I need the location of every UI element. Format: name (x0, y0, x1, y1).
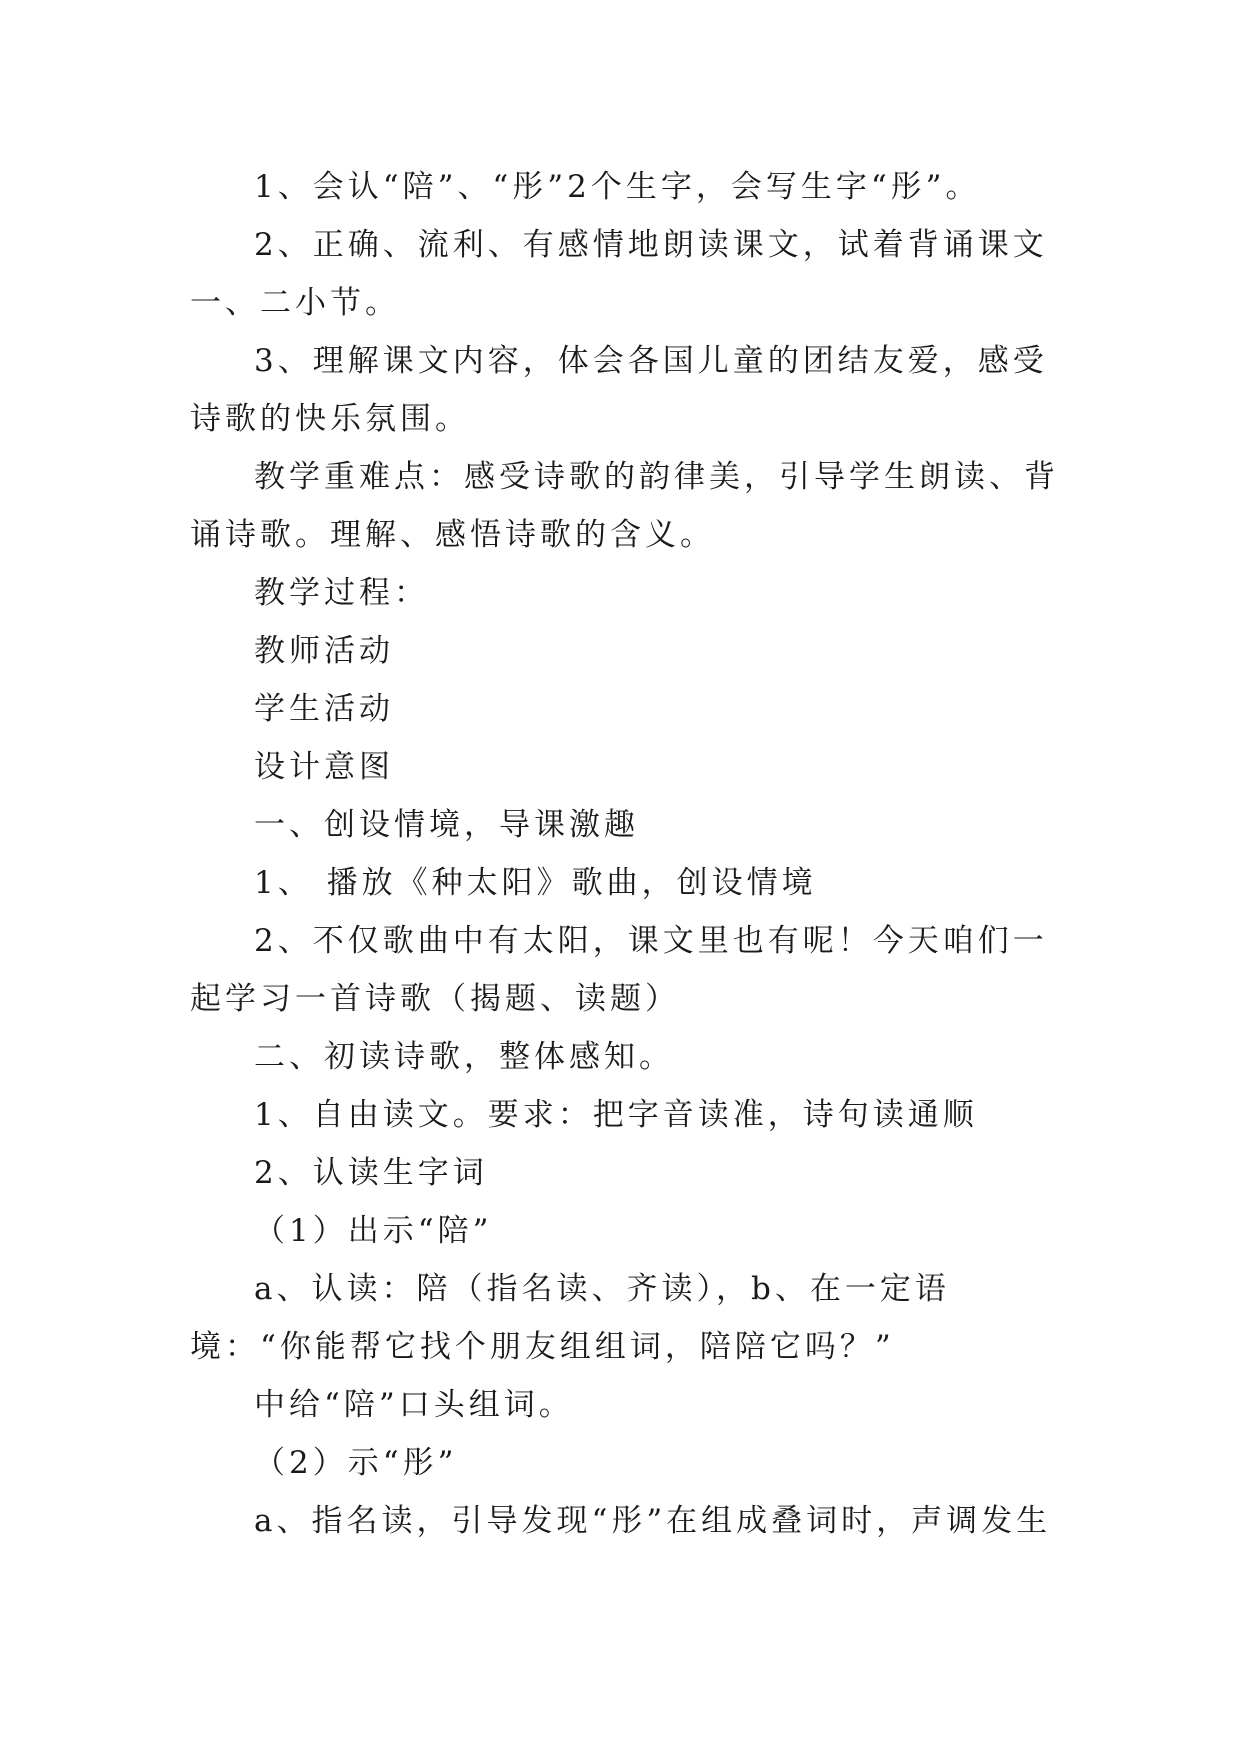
sub-step-1-note: 中给“陪”口头组词。 (254, 1387, 574, 1423)
design-intent-label: 设计意图 (254, 749, 394, 785)
section-2-step-1: 1、自由读文。要求：把字音读准，诗句读通顺 (254, 1097, 978, 1133)
section-2-step-2: 2、认读生字词 (254, 1155, 488, 1191)
sub-step-1: （1）出示“陪” (254, 1213, 493, 1249)
objective-1: 1、会认“陪”、“彤”2个生字，会写生字“彤”。 (254, 169, 981, 205)
section-1-step-2: 2、不仅歌曲中有太阳，课文里也有呢！今天咱们一起学习一首诗歌（揭题、读题） (190, 923, 1048, 1017)
objective-2: 2、正确、流利、有感情地朗读课文，试着背诵课文一、二小节。 (190, 227, 1048, 321)
objective-3: 3、理解课文内容，体会各国儿童的团结友爱，感受诗歌的快乐氛围。 (190, 343, 1048, 437)
teacher-activity-label: 教师活动 (254, 633, 394, 669)
section-2-heading: 二、初读诗歌，整体感知。 (254, 1039, 674, 1075)
key-difficulties: 教学重难点：感受诗歌的韵律美，引导学生朗读、背诵诗歌。理解、感悟诗歌的含义。 (190, 459, 1059, 553)
section-1-step-1: 1、 播放《种太阳》歌曲，创设情境 (254, 865, 817, 901)
document-body (190, 158, 1060, 1550)
student-activity-label: 学生活动 (254, 691, 394, 727)
sub-step-2: （2）示“彤” (254, 1445, 458, 1481)
sub-step-1-detail: a、认读：陪（指名读、齐读），b、在一定语境：“你能帮它找个朋友组组词，陪陪它吗？” (190, 1271, 950, 1365)
sub-step-2-detail: a、指名读，引导发现“彤”在组成叠词时，声调发生 (254, 1503, 1052, 1539)
process-heading: 教学过程： (254, 575, 429, 611)
section-1-heading: 一、创设情境，导课激趣 (254, 807, 639, 843)
